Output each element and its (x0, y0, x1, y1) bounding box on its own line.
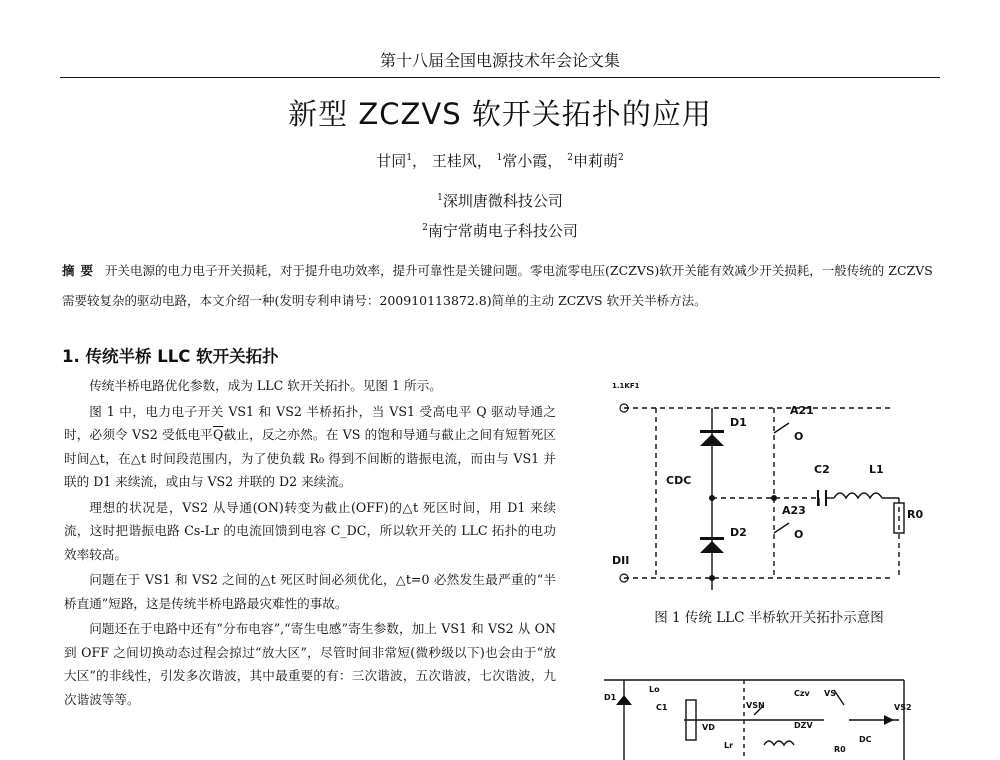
fig1-label-input: DII (612, 554, 630, 567)
figure-1-circuit (594, 378, 944, 598)
fig2-label-czv: Czv (794, 689, 810, 698)
author-affiliation-mark: 1 (496, 153, 503, 163)
author-name: 王桂风 (431, 152, 477, 170)
figure-1-caption: 图 1 传统 LLC 半桥软开关拓扑示意图 (654, 610, 884, 626)
fig1-label-d2: D2 (730, 526, 747, 539)
body-paragraph: 传统半桥电路优化参数，成为 LLC 软开关拓扑。见图 1 所示。 (89, 378, 442, 393)
fig1-label-d1: D1 (730, 416, 747, 429)
fig1-label-r0: R0 (907, 508, 924, 521)
fig2-label-vs: VS (824, 689, 836, 698)
abstract (62, 256, 938, 316)
fig1-label-lr: L1 (869, 463, 884, 476)
fig1-label-cs: C2 (814, 463, 830, 476)
affiliation-mark: 2 (422, 223, 428, 233)
affiliation-2 (0, 220, 1000, 241)
fig2-label-lr: Lr (724, 741, 734, 750)
fig2-label-c1: C1 (656, 703, 668, 712)
body-paragraph: 问题还在于电路中还有“分布电容”,“寄生电感”寄生参数，加上 VS1 和 VS2 从 ON 到 OFF 之间切换动态过程会掠过“放大区”，尽管时间非常短(微秒级以下)也会由于“放大区”的非线性，引发多次谐波，其中最重要的有：三次谐波，五次谐波，七次谐波，九次谐波等等。 (64, 621, 556, 707)
fig1-label-cdc: CDC (666, 474, 692, 487)
section-heading: 1. 传统半桥 LLC 软开关拓扑 (62, 347, 279, 366)
abstract-text: 开关电源的电力电子开关损耗，对于提升电功效率，提升可靠性是关键问题。零电流零电压(ZCZVS)软开关能有效减少开关损耗，一般传统的 ZCZVS 需要较复杂的驱动电路，本文介绍一种(发明专利申请号：200910113872.8)简单的主动 ZCZVS 软开关半桥方法。 (62, 263, 933, 308)
author-affiliation-mark: 1 (406, 153, 413, 163)
author-name: 甘同 (376, 152, 407, 170)
affiliation-1 (0, 190, 1000, 211)
fig2-label-l1: Lo (649, 685, 660, 694)
author-affiliation-mark: 2 (617, 153, 624, 163)
fig2-label-dzv: DZV (794, 721, 813, 730)
abstract-label: 摘要 (62, 263, 100, 278)
figure-2-circuit (594, 660, 924, 760)
fig2-label-r0: R0 (834, 745, 846, 754)
body-paragraph: 图 1 中，电力电子开关 VS1 和 VS2 半桥拓扑，当 VS1 受高电平 Q 驱动导通之时，必须令 VS2 受低电平$\overline{Q}$截止，反之亦然。在 VS 的饱和导通与截止之间有短暂死区时间△t，在△t 时间段范围内，为了使负载 R₀ 得到不间断的谐振电流，而由与 VS1 并联的 D1 来续流，或由与 VS2 并联的 D2 来续流。 (64, 403, 556, 489)
author-separator: ， (476, 152, 492, 170)
author-list (0, 150, 1000, 171)
fig1-label-o-top: O (794, 430, 804, 443)
fig2-label-vsn: VSN (746, 701, 765, 710)
overline-symbol: $\overline{Q}$ (213, 427, 224, 442)
fig2-label-vd: VD (702, 723, 715, 732)
body-column (64, 374, 556, 713)
affiliation-name: 南宁常萌电子科技公司 (427, 222, 578, 240)
fig2-label-dc: DC (859, 735, 872, 744)
fig1-label-supply: 1.1KF1 (612, 382, 640, 390)
author-affiliation-mark: 2 (567, 153, 573, 163)
author-separator: ， (547, 152, 563, 170)
fig1-label-o-bottom: O (794, 528, 804, 541)
fig2-label-vs2: VS2 (894, 703, 912, 712)
author-separator: ， (412, 152, 428, 170)
fig1-label-a23: A23 (782, 504, 806, 517)
running-header: 第十八届全国电源技术年会论文集 (379, 51, 620, 70)
fig2-label-d1: D1 (604, 693, 617, 702)
header-rule (60, 77, 940, 78)
author-name: 常小霞 (502, 152, 548, 170)
fig1-label-a21: A21 (790, 404, 814, 417)
paper-title: 新型 ZCZVS 软开关拓扑的应用 (288, 97, 712, 131)
body-paragraph: 问题在于 VS1 和 VS2 之间的△t 死区时间必须优化，△t=0 必然发生最严重的“半桥直通”短路，这是传统半桥电路最灾难性的事故。 (64, 572, 556, 611)
body-paragraph: 理想的状况是，VS2 从导通(ON)转变为截止(OFF)的△t 死区时间，用 D1 来续流，这时把谐振电路 Cs-Lr 的电流回馈到电容 C_DC，所以软开关的 LLC 拓扑的电功效率较高。 (64, 499, 556, 562)
author-name: 申莉萌 (572, 152, 618, 170)
affiliation-mark: 1 (437, 193, 443, 203)
affiliation-name: 深圳唐微科技公司 (442, 192, 563, 210)
